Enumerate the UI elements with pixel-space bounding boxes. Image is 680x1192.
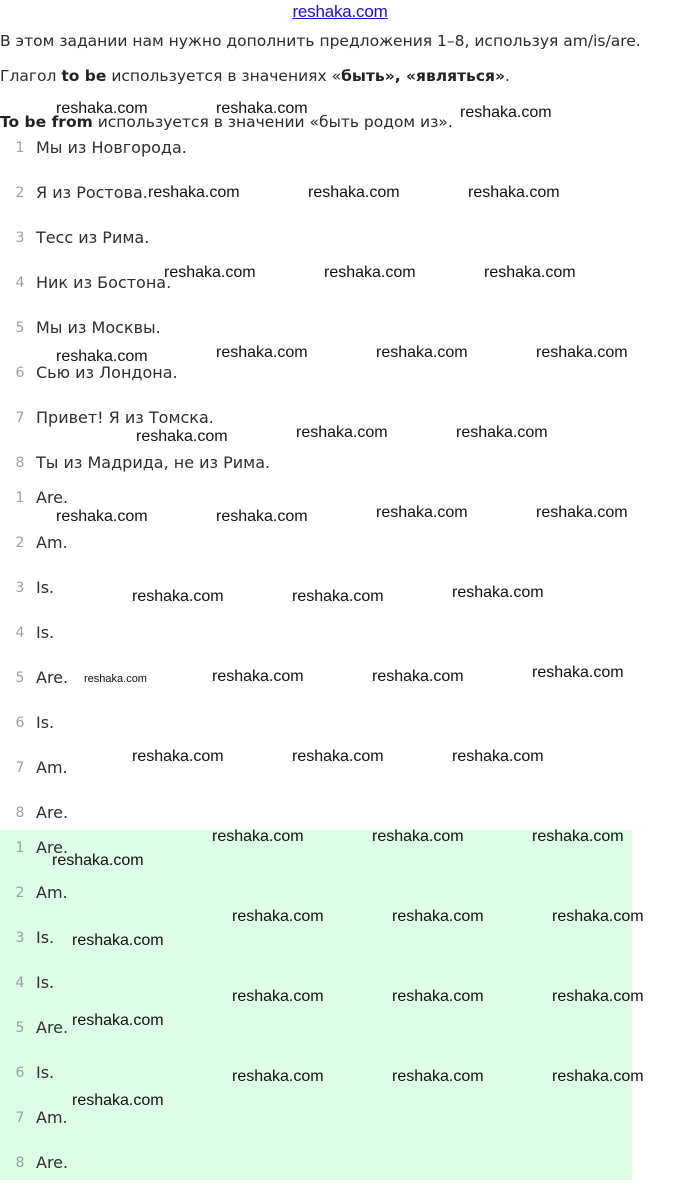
- item-number: 5: [15, 320, 25, 336]
- item-text: Am.: [36, 1108, 68, 1127]
- list-item: [0, 707, 680, 752]
- intro-line-3-bold: To be from: [0, 113, 93, 131]
- item-number: 7: [15, 410, 25, 426]
- item-text: Сью из Лондона.: [36, 363, 178, 382]
- watermark: reshaka.com: [72, 932, 164, 949]
- watermark: reshaka.com: [460, 104, 552, 121]
- list-item: [0, 1147, 680, 1192]
- watermark: reshaka.com: [72, 1012, 164, 1029]
- intro-line-2-mid: используется в значениях «: [106, 67, 342, 85]
- list-item: [0, 527, 680, 572]
- watermark: reshaka.com: [216, 508, 308, 525]
- watermark: reshaka.com: [376, 504, 468, 521]
- item-text: Is.: [36, 928, 55, 947]
- item-number: 3: [15, 230, 25, 246]
- watermark: reshaka.com: [468, 184, 560, 201]
- list-item: [0, 617, 680, 662]
- intro-line-2-bold-2: быть», «являться»: [341, 67, 506, 85]
- list-item: [0, 222, 680, 267]
- intro-line-3-rest: используется в значении «быть родом из».: [92, 113, 453, 131]
- watermark: reshaka.com: [484, 264, 576, 281]
- item-text: Is.: [36, 1063, 55, 1082]
- watermark: reshaka.com: [232, 1068, 324, 1085]
- watermark: reshaka.com: [456, 424, 548, 441]
- item-number: 1: [15, 140, 25, 156]
- item-text: Is.: [36, 973, 55, 992]
- item-number: 2: [15, 185, 25, 201]
- watermark: reshaka.com: [56, 348, 148, 365]
- watermark: reshaka.com: [536, 344, 628, 361]
- item-number: 6: [15, 1065, 25, 1081]
- item-number: 4: [15, 275, 25, 291]
- item-text: Is.: [36, 578, 55, 597]
- item-number: 8: [15, 805, 25, 821]
- intro-line-2: [0, 67, 510, 85]
- watermark: reshaka.com: [536, 504, 628, 521]
- watermark: reshaka.com: [296, 424, 388, 441]
- answer-list: [0, 482, 680, 842]
- intro-line-2-pre: Глагол: [0, 67, 62, 85]
- watermark: reshaka.com: [132, 748, 224, 765]
- watermark: reshaka.com: [372, 828, 464, 845]
- item-text: Is.: [36, 623, 55, 642]
- watermark: reshaka.com: [56, 508, 148, 525]
- item-number: 1: [15, 490, 25, 506]
- intro-line-2-bold-1: to be: [61, 67, 107, 85]
- watermark: reshaka.com: [148, 184, 240, 201]
- watermark: reshaka.com: [52, 852, 144, 869]
- item-text: Тесс из Рима.: [36, 228, 150, 247]
- item-number: 1: [15, 840, 25, 856]
- intro-line-1: В этом задании нам нужно дополнить предложения 1–8, используя am/is/are.: [0, 32, 641, 50]
- watermark: reshaka.com: [212, 668, 304, 685]
- item-text: Are.: [36, 803, 69, 822]
- watermark: reshaka.com: [392, 988, 484, 1005]
- watermark: reshaka.com: [72, 1092, 164, 1109]
- item-text: Am.: [36, 758, 68, 777]
- watermark: reshaka.com: [216, 100, 308, 117]
- item-text: Are.: [36, 488, 69, 507]
- item-text: Ты из Мадрида, не из Рима.: [36, 453, 271, 472]
- watermark: reshaka.com: [532, 828, 624, 845]
- watermark: reshaka.com: [392, 1068, 484, 1085]
- watermark: reshaka.com: [232, 988, 324, 1005]
- item-number: 8: [15, 1155, 25, 1171]
- watermark: reshaka.com: [452, 748, 544, 765]
- watermark: reshaka.com: [212, 828, 304, 845]
- watermark: reshaka.com: [56, 100, 148, 117]
- watermark: reshaka.com: [532, 664, 624, 681]
- item-text: Are.: [36, 838, 69, 857]
- watermark: reshaka.com: [232, 908, 324, 925]
- watermark: reshaka.com: [164, 264, 256, 281]
- item-text: Мы из Москвы.: [36, 318, 161, 337]
- item-number: 8: [15, 455, 25, 471]
- item-text: Am.: [36, 883, 68, 902]
- item-text: Мы из Новгорода.: [36, 138, 187, 157]
- item-number: 4: [15, 625, 25, 641]
- item-text: Am.: [36, 533, 68, 552]
- item-text: Ник из Бостона.: [36, 273, 172, 292]
- item-number: 3: [15, 930, 25, 946]
- watermark: reshaka.com: [552, 988, 644, 1005]
- item-number: 5: [15, 1020, 25, 1036]
- watermark: reshaka.com: [136, 428, 228, 445]
- item-text: Are.: [36, 668, 69, 687]
- item-number: 6: [15, 715, 25, 731]
- item-text: Привет! Я из Томска.: [36, 408, 214, 427]
- item-number: 3: [15, 580, 25, 596]
- item-text: Я из Ростова.: [36, 183, 148, 202]
- watermark: reshaka.com: [552, 1068, 644, 1085]
- item-number: 2: [15, 885, 25, 901]
- item-text: Is.: [36, 713, 55, 732]
- list-item: [0, 132, 680, 177]
- item-number: 6: [15, 365, 25, 381]
- watermark: reshaka.com: [372, 668, 464, 685]
- watermark: reshaka.com: [324, 264, 416, 281]
- watermark: reshaka.com: [452, 584, 544, 601]
- watermark: reshaka.com: [292, 748, 384, 765]
- item-number: 2: [15, 535, 25, 551]
- watermark: reshaka.com: [292, 588, 384, 605]
- intro-line-2-post: .: [505, 67, 510, 85]
- watermark: reshaka.com: [308, 184, 400, 201]
- watermark: reshaka.com: [376, 344, 468, 361]
- watermark: reshaka.com: [216, 344, 308, 361]
- item-text: Are.: [36, 1018, 69, 1037]
- item-number: 7: [15, 1110, 25, 1126]
- watermark: reshaka.com: [552, 908, 644, 925]
- item-text: Are.: [36, 1153, 69, 1172]
- watermark: reshaka.com: [132, 588, 224, 605]
- site-title-link[interactable]: reshaka.com: [292, 2, 388, 21]
- watermark: reshaka.com: [84, 673, 147, 685]
- item-number: 4: [15, 975, 25, 991]
- watermark: reshaka.com: [392, 908, 484, 925]
- item-number: 5: [15, 670, 25, 686]
- item-number: 7: [15, 760, 25, 776]
